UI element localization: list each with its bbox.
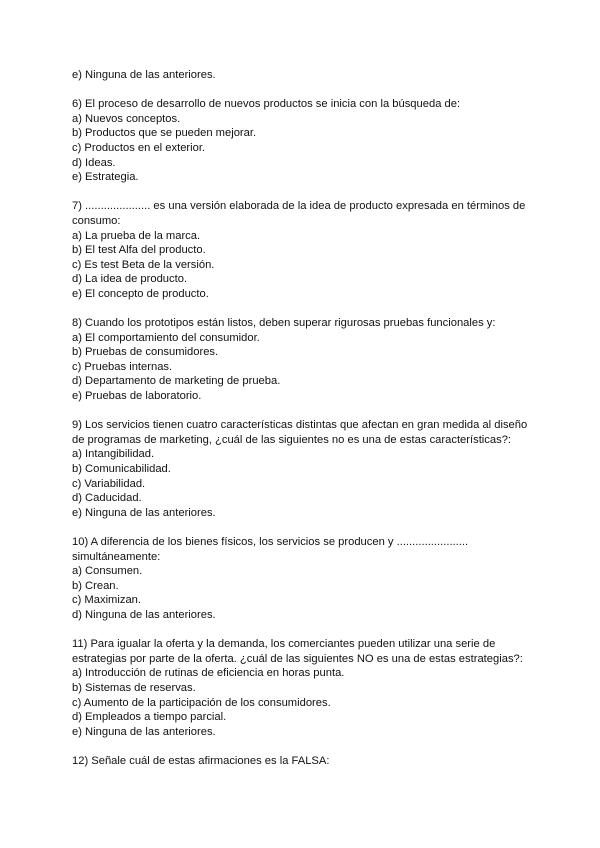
question-text: 8) Cuando los prototipos están listos, deben superar rigurosas pruebas funcionales y: (72, 317, 496, 330)
answer-option: d) La idea de producto. (72, 273, 188, 286)
answer-option: c) Variabilidad. (72, 477, 146, 490)
answer-option: d) Departamento de marketing de prueba. (72, 375, 281, 388)
answer-option: e) El concepto de producto. (72, 287, 209, 300)
question-block (72, 754, 532, 769)
question-text: 11) Para igualar la oferta y la demanda, los comerciantes pueden utilizar una serie de (72, 638, 496, 651)
answer-option: c) Maximizan. (72, 594, 141, 607)
answer-option: a) Introducción de rutinas de eficiencia en horas punta. (72, 667, 345, 680)
answer-option: e) Ninguna de las anteriores. (72, 725, 216, 738)
question-spacer (72, 623, 532, 638)
question-text: 6) El proceso de desarrollo de nuevos productos se inicia con la búsqueda de: (72, 98, 461, 111)
question-text: 10) A diferencia de los bienes físicos, los servicios se producen y ....................... (72, 536, 469, 548)
question-text: 9) Los servicios tienen cuatro características distintas que afectan en gran medida al diseño (72, 419, 528, 432)
question-block (72, 535, 532, 623)
answer-option: c) Es test Beta de la versión. (72, 258, 215, 271)
answer-option: b) Sistemas de reservas. (72, 681, 196, 694)
question-spacer (72, 404, 532, 419)
answer-option: e) Pruebas de laboratorio. (72, 390, 202, 403)
answer-option: b) Pruebas de consumidores. (72, 346, 219, 359)
answer-option: d) Caducidad. (72, 492, 142, 505)
answer-option: d) Ninguna de las anteriores. (72, 608, 216, 621)
document-page (72, 68, 532, 769)
question-text: simultáneamente: (72, 550, 161, 563)
answer-option: b) Productos que se pueden mejorar. (72, 127, 257, 140)
answer-option: d) Empleados a tiempo parcial. (72, 711, 227, 724)
question-block (72, 637, 532, 739)
question-spacer (72, 302, 532, 317)
answer-option: b) El test Alfa del producto. (72, 244, 206, 257)
answer-option: b) Comunicabilidad. (72, 463, 171, 476)
question-spacer (72, 520, 532, 535)
answer-option: a) El comportamiento del consumidor. (72, 331, 260, 344)
questions-list (72, 83, 532, 769)
answer-option: a) La prueba de la marca. (72, 229, 201, 242)
answer-option: a) Nuevos conceptos. (72, 112, 181, 125)
answer-option: c) Productos en el exterior. (72, 141, 206, 154)
lead-option: e) Ninguna de las anteriores. (72, 69, 216, 81)
answer-option: c) Aumento de la participación de los consumidores. (72, 696, 331, 709)
question-block (72, 316, 532, 404)
question-text: de programas de marketing, ¿cuál de las siguientes no es una de estas características?: (72, 433, 512, 446)
question-spacer (72, 83, 532, 98)
answer-option: e) Ninguna de las anteriores. (72, 506, 216, 519)
answer-option: a) Consumen. (72, 565, 143, 578)
answer-option: a) Intangibilidad. (72, 448, 155, 461)
answer-option: d) Ideas. (72, 156, 116, 169)
answer-option: c) Pruebas internas. (72, 360, 173, 373)
question-spacer (72, 185, 532, 200)
question-text: estrategias por parte de la oferta. ¿cuál de las siguientes NO es una de estas estrategias?: (72, 652, 523, 665)
question-text: 12) Señale cuál de estas afirmaciones es la FALSA: (72, 754, 330, 767)
question-spacer (72, 739, 532, 754)
question-block (72, 418, 532, 520)
question-block (72, 199, 532, 301)
question-text: consumo: (72, 214, 121, 227)
answer-option: b) Crean. (72, 579, 119, 592)
answer-option: e) Estrategia. (72, 171, 139, 184)
question-block (72, 97, 532, 185)
question-text: 7) ..................... es una versión elaborada de la idea de producto expresada en términos de (72, 200, 526, 213)
